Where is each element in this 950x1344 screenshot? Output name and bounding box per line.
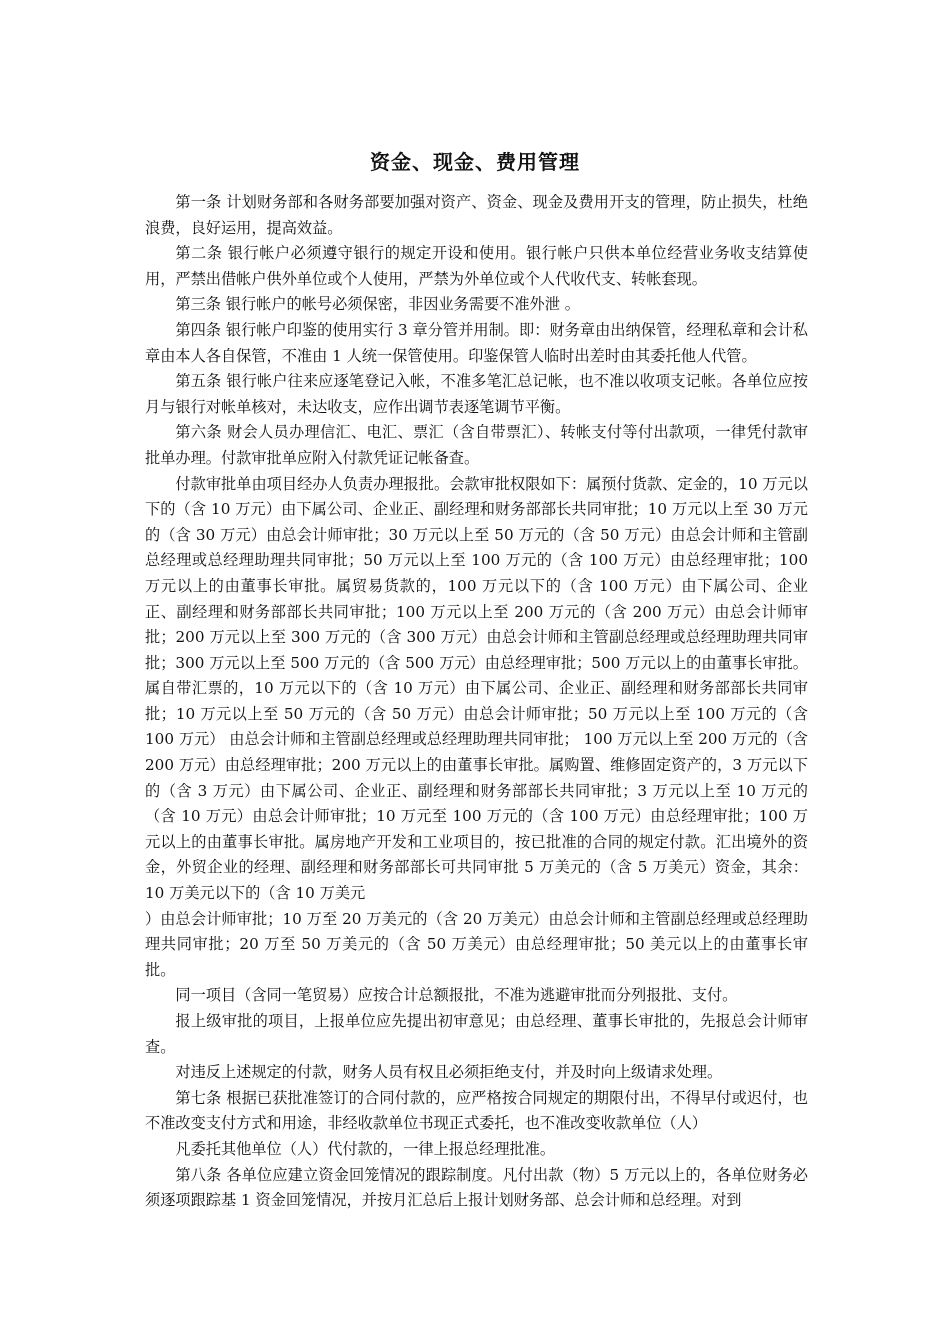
violation-refusal-paragraph: 对违反上述规定的付款，财务人员有权且必须拒绝支付，并及时向上级请求处理。 <box>175 1063 723 1082</box>
entrusted-payment-paragraph: 凡委托其他单位（人）代付款的，一律上报总经理批准。 <box>175 1139 556 1158</box>
document-body <box>145 190 808 1214</box>
same-project-paragraph: 同一项目（含同一笔贸易）应按合计总额报批，不准为逃避审批而分列报批、支付。 <box>175 986 738 1005</box>
article-2-paragraph: 第二条 银行帐户必须遵守银行的规定开设和使用。银行帐户只供本单位经营业务收支结算使用，严禁出借帐户供外单位或个人使用，严禁为外单位或个人代收代支、转帐套现。 <box>145 244 808 288</box>
article-6-paragraph: 第六条 财会人员办理信汇、电汇、票汇（含自带票汇）、转帐支付等付出款项，一律凭付款审批单办理。付款审批单应附入付款凭证记帐备查。 <box>145 423 808 467</box>
article-1-paragraph: 第一条 计划财务部和各财务部要加强对资产、资金、现金及费用开支的管理，防止损失，杜绝浪费，良好运用，提高效益。 <box>145 193 808 237</box>
approval-authority-paragraph: 付款审批单由项目经办人负责办理报批。会款审批权限如下：属预付货款、定金的，10 万元以下的（含 10 万元）由下属公司、企业正、副经理和财务部部长共同审批；10 万元以上至 30 万元的（含 30 万元）由总会计师审批；30 万元以上至 50 万元的（含 50 万元）由总会计师和主管副总经理或总经理助理共同审批；50 万元以上至 100 万元的（含 100 万元）由总经理审批；100 万元以上的由董事长审批。属贸易货款的，100 万元以下的（含 100 万元）由下属公司、企业正、副经理和财务部部长共同审批；100 万元以上至 200 万元的（含 200 万元）由总会计师审批；200 万元以上至 300 万元的（含 300 万元）由总会计师和主管副总经理或总经理助理共同审批；300 万元以上至 500 万元的（含 500 万元）由总经理审批；500 万元以上的由董事长审批。属自带汇票的，10 万元以下的（含 10 万元）由下属公司、企业正、副经理和财务部部长共同审批；10 万元以上至 50 万元的（含 50 万元）由总会计师审批；50 万元以上至 100 万元的（含 100 万元） 由总会计师和主管副总经理或总经理助理共同审批； 100 万元以上至 200 万元的（含 200 万元）由总经理审批；200 万元以上的由董事长审批。属购置、维修固定资产的，3 万元以下的（含 3 万元）由下属公司、企业正、副经理和财务部部长共同审批；3 万元以上至 10 万元的（含 10 万元）由总会计师审批；10 万元至 100 万元的（含 100 万元）由总经理审批；100 万元以上的由董事长审批。属房地产开发和工业项目的，按已批准的合同的规定付款。汇出境外的资金，外贸企业的经理、副经理和财务部部长可共同审批 5 万美元的（含 5 万美元）资金，其余：10 万美元以下的（含 10 万美元 <box>145 474 808 903</box>
article-7-paragraph: 第七条 根据已获批准签订的合同付款的，应严格按合同规定的期限付出，不得早付或迟付，也不准改变支付方式和用途，非经收款单位书现正式委托，也不准改变收款单位（人） <box>145 1088 808 1133</box>
superior-approval-paragraph: 报上级审批的项目，上报单位应先提出初审意见；由总经理、董事长审批的，先报总会计师审查。 <box>145 1012 808 1056</box>
article-5-paragraph: 第五条 银行帐户往来应逐笔登记入帐，不准多笔汇总记帐，也不准以收项支记帐。各单位应按月与银行对帐单核对，未达收支，应作出调节表逐笔调节平衡。 <box>145 372 808 416</box>
document-title: 资金、现金、费用管理 <box>370 150 580 174</box>
article-3-paragraph: 第三条 银行帐户的帐号必须保密，非因业务需要不准外泄 。 <box>175 295 580 314</box>
article-8-paragraph: 第八条 各单位应建立资金回笼情况的跟踪制度。凡付出款（物）5 万元以上的，各单位财务必须逐项跟踪基 1 资金回笼情况，并按月汇总后上报计划财务部、总会计师和总经理。对到 <box>145 1165 808 1210</box>
approval-authority-continuation: ）由总会计师审批；10 万至 20 万美元的（含 20 万美元）由总会计师和主管副总经理或总经理助理共同审批；20 万至 50 万美元的（含 50 万美元）由总经理审批；50 美元以上的由董事长审批。 <box>145 909 808 979</box>
article-4-paragraph: 第四条 银行帐户印鉴的使用实行 3 章分管并用制。即：财务章由出纳保管，经理私章和会计私章由本人各自保管，不准由 1 人统一保管使用。印鉴保管人临时出差时由其委托他人代管。 <box>145 320 808 365</box>
